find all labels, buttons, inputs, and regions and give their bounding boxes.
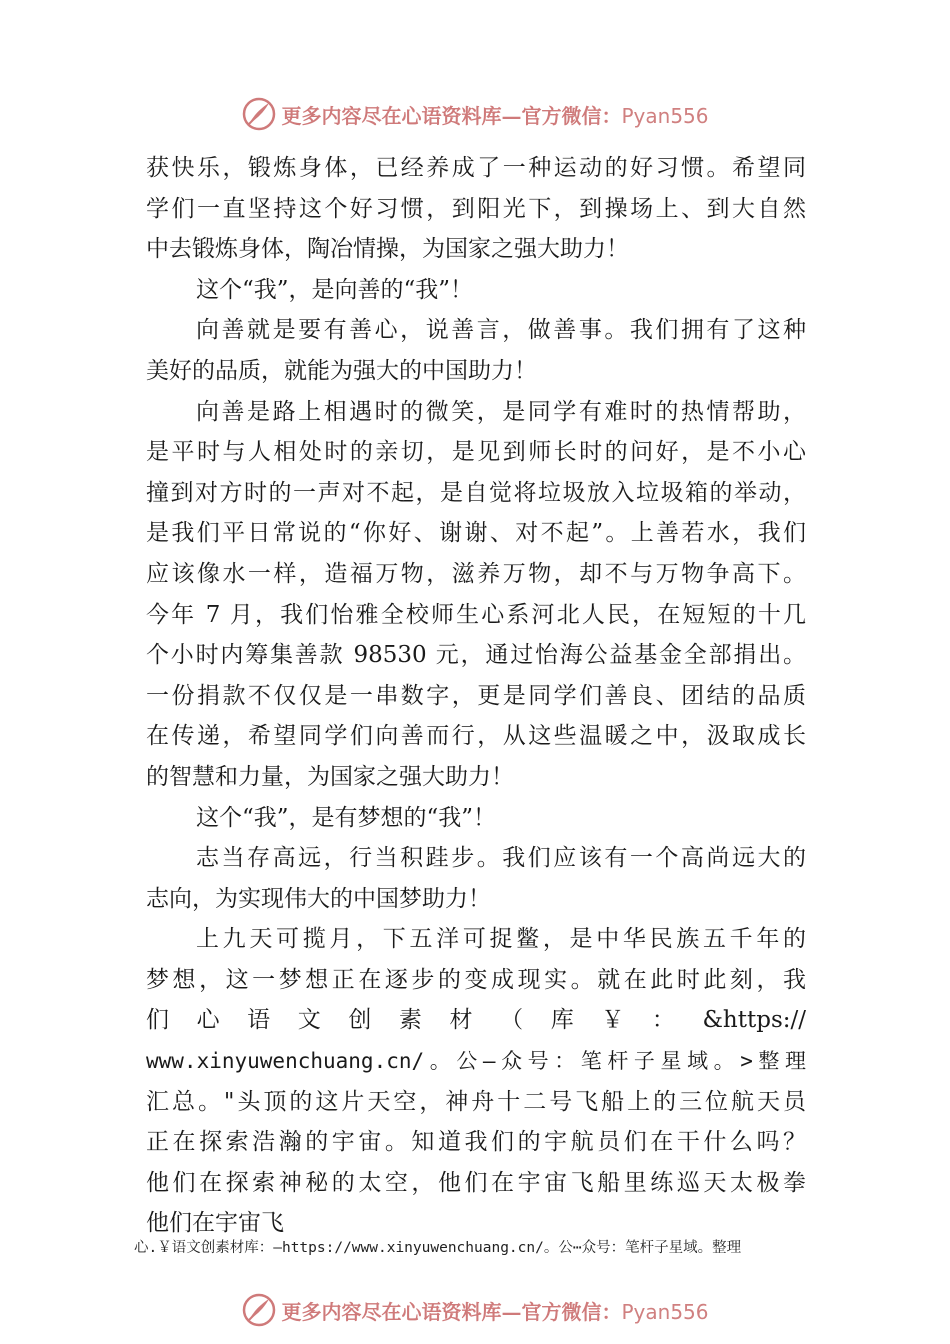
text-line: 是我们平日常说的“你好、谢谢、对不起”。上善若水，我们 [146,520,806,547]
text-line: 美好的品质，就能为强大的中国助力！ [146,357,537,384]
footer-note: 心.￥语文创素材库：—https://www.xinyuwenchuang.cn/。公⋯众号：笔杆子星域。整理 [134,1240,742,1256]
text-line: 他们在宇宙飞 [146,1210,284,1237]
text-line: 是平时与人相处时的亲切，是见到师长时的问好，是不小心 [146,439,806,466]
footer-banner [0,1290,950,1330]
text-line: 获快乐，锻炼身体，已经养成了一种运动的好习惯。希望同 [146,155,806,181]
text-line: 向善就是要有善心，说善言，做善事。我们拥有了这种 [196,317,806,344]
document-body [146,148,806,1244]
text-line: 他们在探索神秘的太空，他们在宇宙飞船里练巡天太极拳 [146,1169,806,1196]
text-line: 向善是路上相遇时的微笑，是同学有难时的热情帮助， [196,398,806,425]
banner-text: 更多内容尽在心语资料库—官方微信：Pyan556 [281,103,709,128]
text-line: www.xinyuwenchuang.cn/。公—众号：笔杆子星域。>整理 [146,1049,806,1074]
text-line: 正在探索浩瀚的宇宙。知道我们的宇航员们在干什么吗？ [146,1129,806,1156]
text-line: 的智慧和力量，为国家之强大助力！ [146,763,514,790]
wechat-id: Pyan556 [621,1299,709,1324]
text-line: 一份捐款不仅仅是一串数字，更是同学们善良、团结的品质 [146,682,806,709]
text-line: 今年 7 月，我们怡雅全校师生心系河北人民，在短短的十几 [146,601,806,628]
text-line: 们 心 语 文 创 素 材 （ 库 ￥ ： &https:// [146,1007,806,1034]
text-line: 志向，为实现伟大的中国梦助力！ [146,885,491,912]
section-heading: 这个“我”，是向善的“我”！ [196,276,474,303]
header-banner [0,94,950,134]
text-line: 应该像水一样，造福万物，滋养万物，却不与万物争高下。 [146,560,806,587]
wechat-id: Pyan556 [621,103,709,128]
text-line: 撞到对方时的一声对不起，是自觉将垃圾放入垃圾箱的举动， [146,479,806,506]
text-line: 上九天可揽月，下五洋可捉鳖，是中华民族五千年的 [196,926,806,953]
quill-logo-icon [241,1292,277,1328]
section-heading: 这个“我”，是有梦想的“我”！ [196,804,497,831]
banner-text: 更多内容尽在心语资料库—官方微信：Pyan556 [281,1299,709,1324]
text-line: 在传递，希望同学们向善而行，从这些温暖之中，汲取成长 [146,723,806,750]
text-line: 中去锻炼身体，陶冶情操，为国家之强大助力！ [146,236,629,263]
quill-logo-icon [241,96,277,132]
text-line: 梦想，这一梦想正在逐步的变成现实。就在此时此刻，我 [146,966,806,993]
text-line: 汇总。"头顶的这片天空，神舟十二号飞船上的三位航天员 [146,1088,806,1115]
text-line: 志当存高远，行当积跬步。我们应该有一个高尚远大的 [196,845,806,872]
text-line: 个小时内筹集善款 98530 元，通过怡海公益基金全部捐出。 [146,642,806,669]
text-line: 学们一直坚持这个好习惯，到阳光下，到操场上、到大自然 [146,195,806,222]
